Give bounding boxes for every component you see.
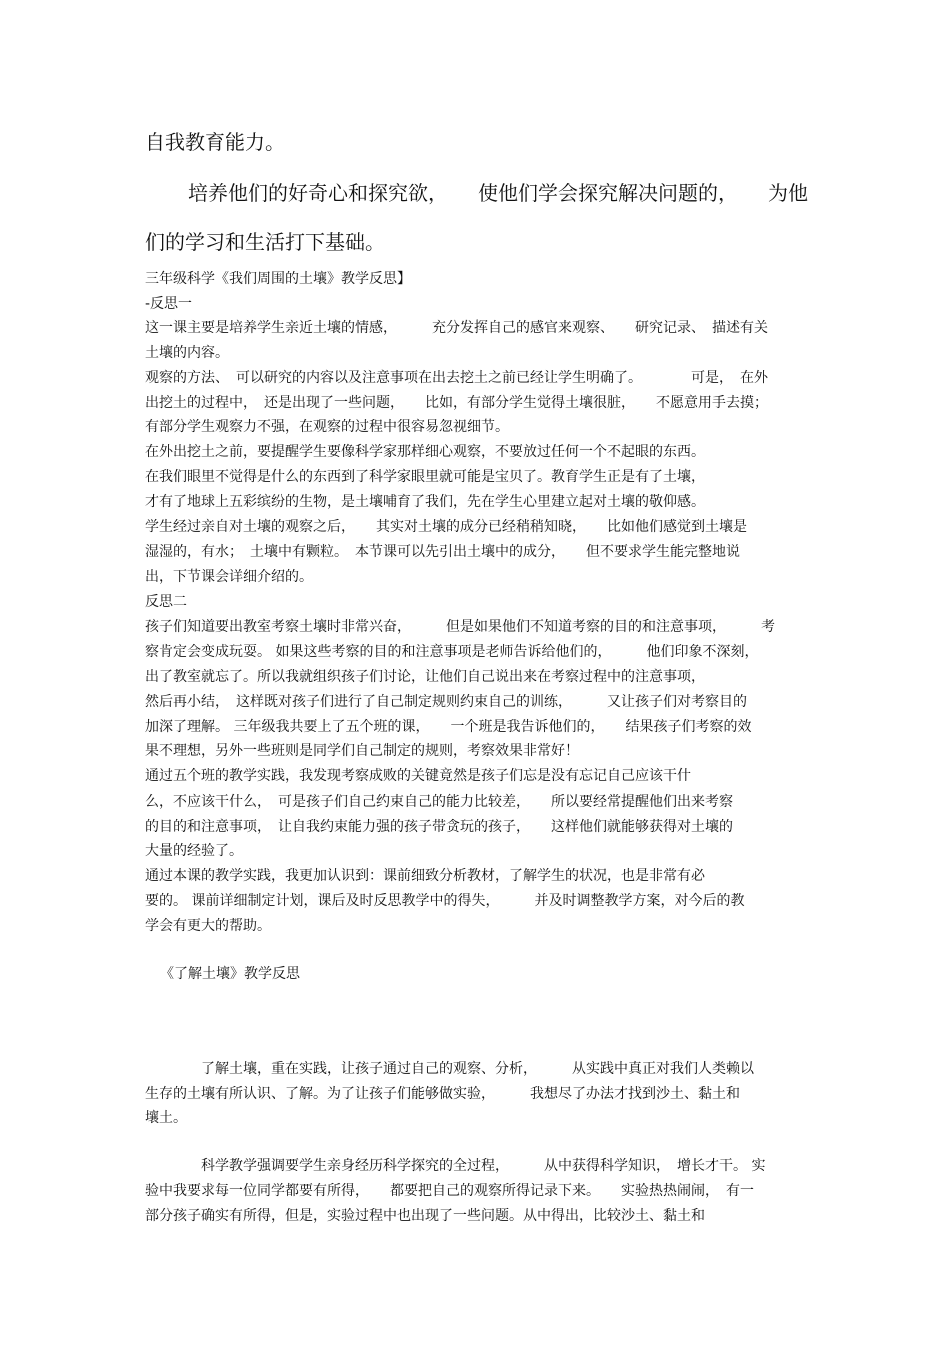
text-line: 科学教学强调要学生亲身经历科学探究的全过程， 从中获得科学知识， 增长才干。 实	[145, 1158, 766, 1174]
text-line: 加深了理解。 三年级我共要上了五个班的课， 一个班是我告诉他们的， 结果孩子们考察的效	[145, 719, 752, 735]
text-line: 学生经过亲自对土壤的观察之后， 其实对土壤的成分已经稍稍知晓， 比如他们感觉到土壤是	[145, 519, 747, 535]
text-line: 学会有更大的帮助。	[145, 918, 271, 934]
text-line: 察肯定会变成玩耍。 如果这些考察的目的和注意事项是老师告诉给他们的， 他们印象不深刻，	[145, 644, 759, 660]
text-line: 通过五个班的教学实践，我发现考察成败的关键竟然是孩子们忘是没有忘记自己应该干什	[145, 768, 691, 784]
text-line: 孩子们知道要出教室考察土壤时非常兴奋， 但是如果他们不知道考察的目的和注意事项， 考	[145, 619, 775, 635]
text-line: 果不理想，另外一些班则是同学们自己制定的规则，考察效果非常好！	[145, 743, 579, 759]
top-line-1: 自我教育能力。	[145, 130, 285, 154]
section1-title: 三年级科学《我们周围的土壤》教学反思】	[145, 271, 411, 287]
text-line: 大量的经验了。	[145, 843, 243, 859]
text-line: 的目的和注意事项， 让自我约束能力强的孩子带贪玩的孩子， 这样他们就能够获得对土壤的	[145, 819, 733, 835]
text-line: 出，下节课会详细介绍的。	[145, 569, 313, 585]
reflection-two-heading: 反思二	[145, 594, 187, 610]
text-line: 有部分学生观察力不强，在观察的过程中很容易忽视细节。	[145, 419, 509, 435]
text-line: 了解土壤，重在实践，让孩子通过自己的观察、分析， 从实践中真正对我们人类赖以	[145, 1061, 754, 1077]
text-line: 在我们眼里不觉得是什么的东西到了科学家眼里就可能是宝贝了。教育学生正是有了土壤，	[145, 469, 705, 485]
text-line: 要的。 课前详细制定计划，课后及时反思教学中的得失， 并及时调整教学方案，对今后的教	[145, 893, 745, 909]
text-line: 出挖土的过程中， 还是出现了一些问题， 比如，有部分学生觉得土壤很脏， 不愿意用手去摸；	[145, 395, 768, 411]
reflection-one-heading: -反思一	[145, 296, 193, 312]
text-line: 部分孩子确实有所得，但是，实验过程中也出现了一些问题。从中得出，比较沙土、黏土和	[145, 1208, 705, 1224]
text-line: 土壤的内容。	[145, 345, 229, 361]
text-line: 生存的土壤有所认识、了解。为了让孩子们能够做实验， 我想尽了办法才找到沙土、黏土和	[145, 1086, 740, 1102]
text-line: 这一课主要是培养学生亲近土壤的情感， 充分发挥自己的感官来观察、 研究记录、 描述有关	[145, 320, 768, 336]
text-line: 出了教室就忘了。所以我就组织孩子们讨论，让他们自己说出来在考察过程中的注意事项，	[145, 669, 705, 685]
text-line: 验中我要求每一位同学都要有所得， 都要把自己的观察所得记录下来。 实验热热闹闹， 有一	[145, 1183, 754, 1199]
text-line: 么，不应该干什么， 可是孩子们自己约束自己的能力比较差， 所以要经常提醒他们出来考察	[145, 794, 733, 810]
top-line-2: 培养他们的好奇心和探究欲， 使他们学会探究解决问题的， 为他	[188, 181, 808, 205]
text-line: 然后再小结， 这样既对孩子们进行了自己制定规则约束自己的训练， 又让孩子们对考察目的	[145, 694, 747, 710]
top-line-3: 们的学习和生活打下基础。	[145, 230, 385, 254]
text-line: 才有了地球上五彩缤纷的生物，是土壤哺育了我们，先在学生心里建立起对土壤的敬仰感。	[145, 494, 705, 510]
text-line: 湿湿的，有水； 土壤中有颗粒。 本节课可以先引出土壤中的成分， 但不要求学生能完整地说	[145, 544, 740, 560]
text-line: 通过本课的教学实践，我更加认识到：课前细致分析教材，了解学生的状况，也是非常有必	[145, 868, 705, 884]
text-line: 在外出挖土之前，要提醒学生要像科学家那样细心观察，不要放过任何一个不起眼的东西。	[145, 444, 705, 460]
section2-title: 《了解土壤》教学反思	[160, 966, 300, 982]
text-line: 壤土。	[145, 1110, 187, 1126]
text-line: 观察的方法、 可以研究的内容以及注意事项在出去挖土之前已经让学生明确了。 可是， 在外	[145, 370, 768, 386]
